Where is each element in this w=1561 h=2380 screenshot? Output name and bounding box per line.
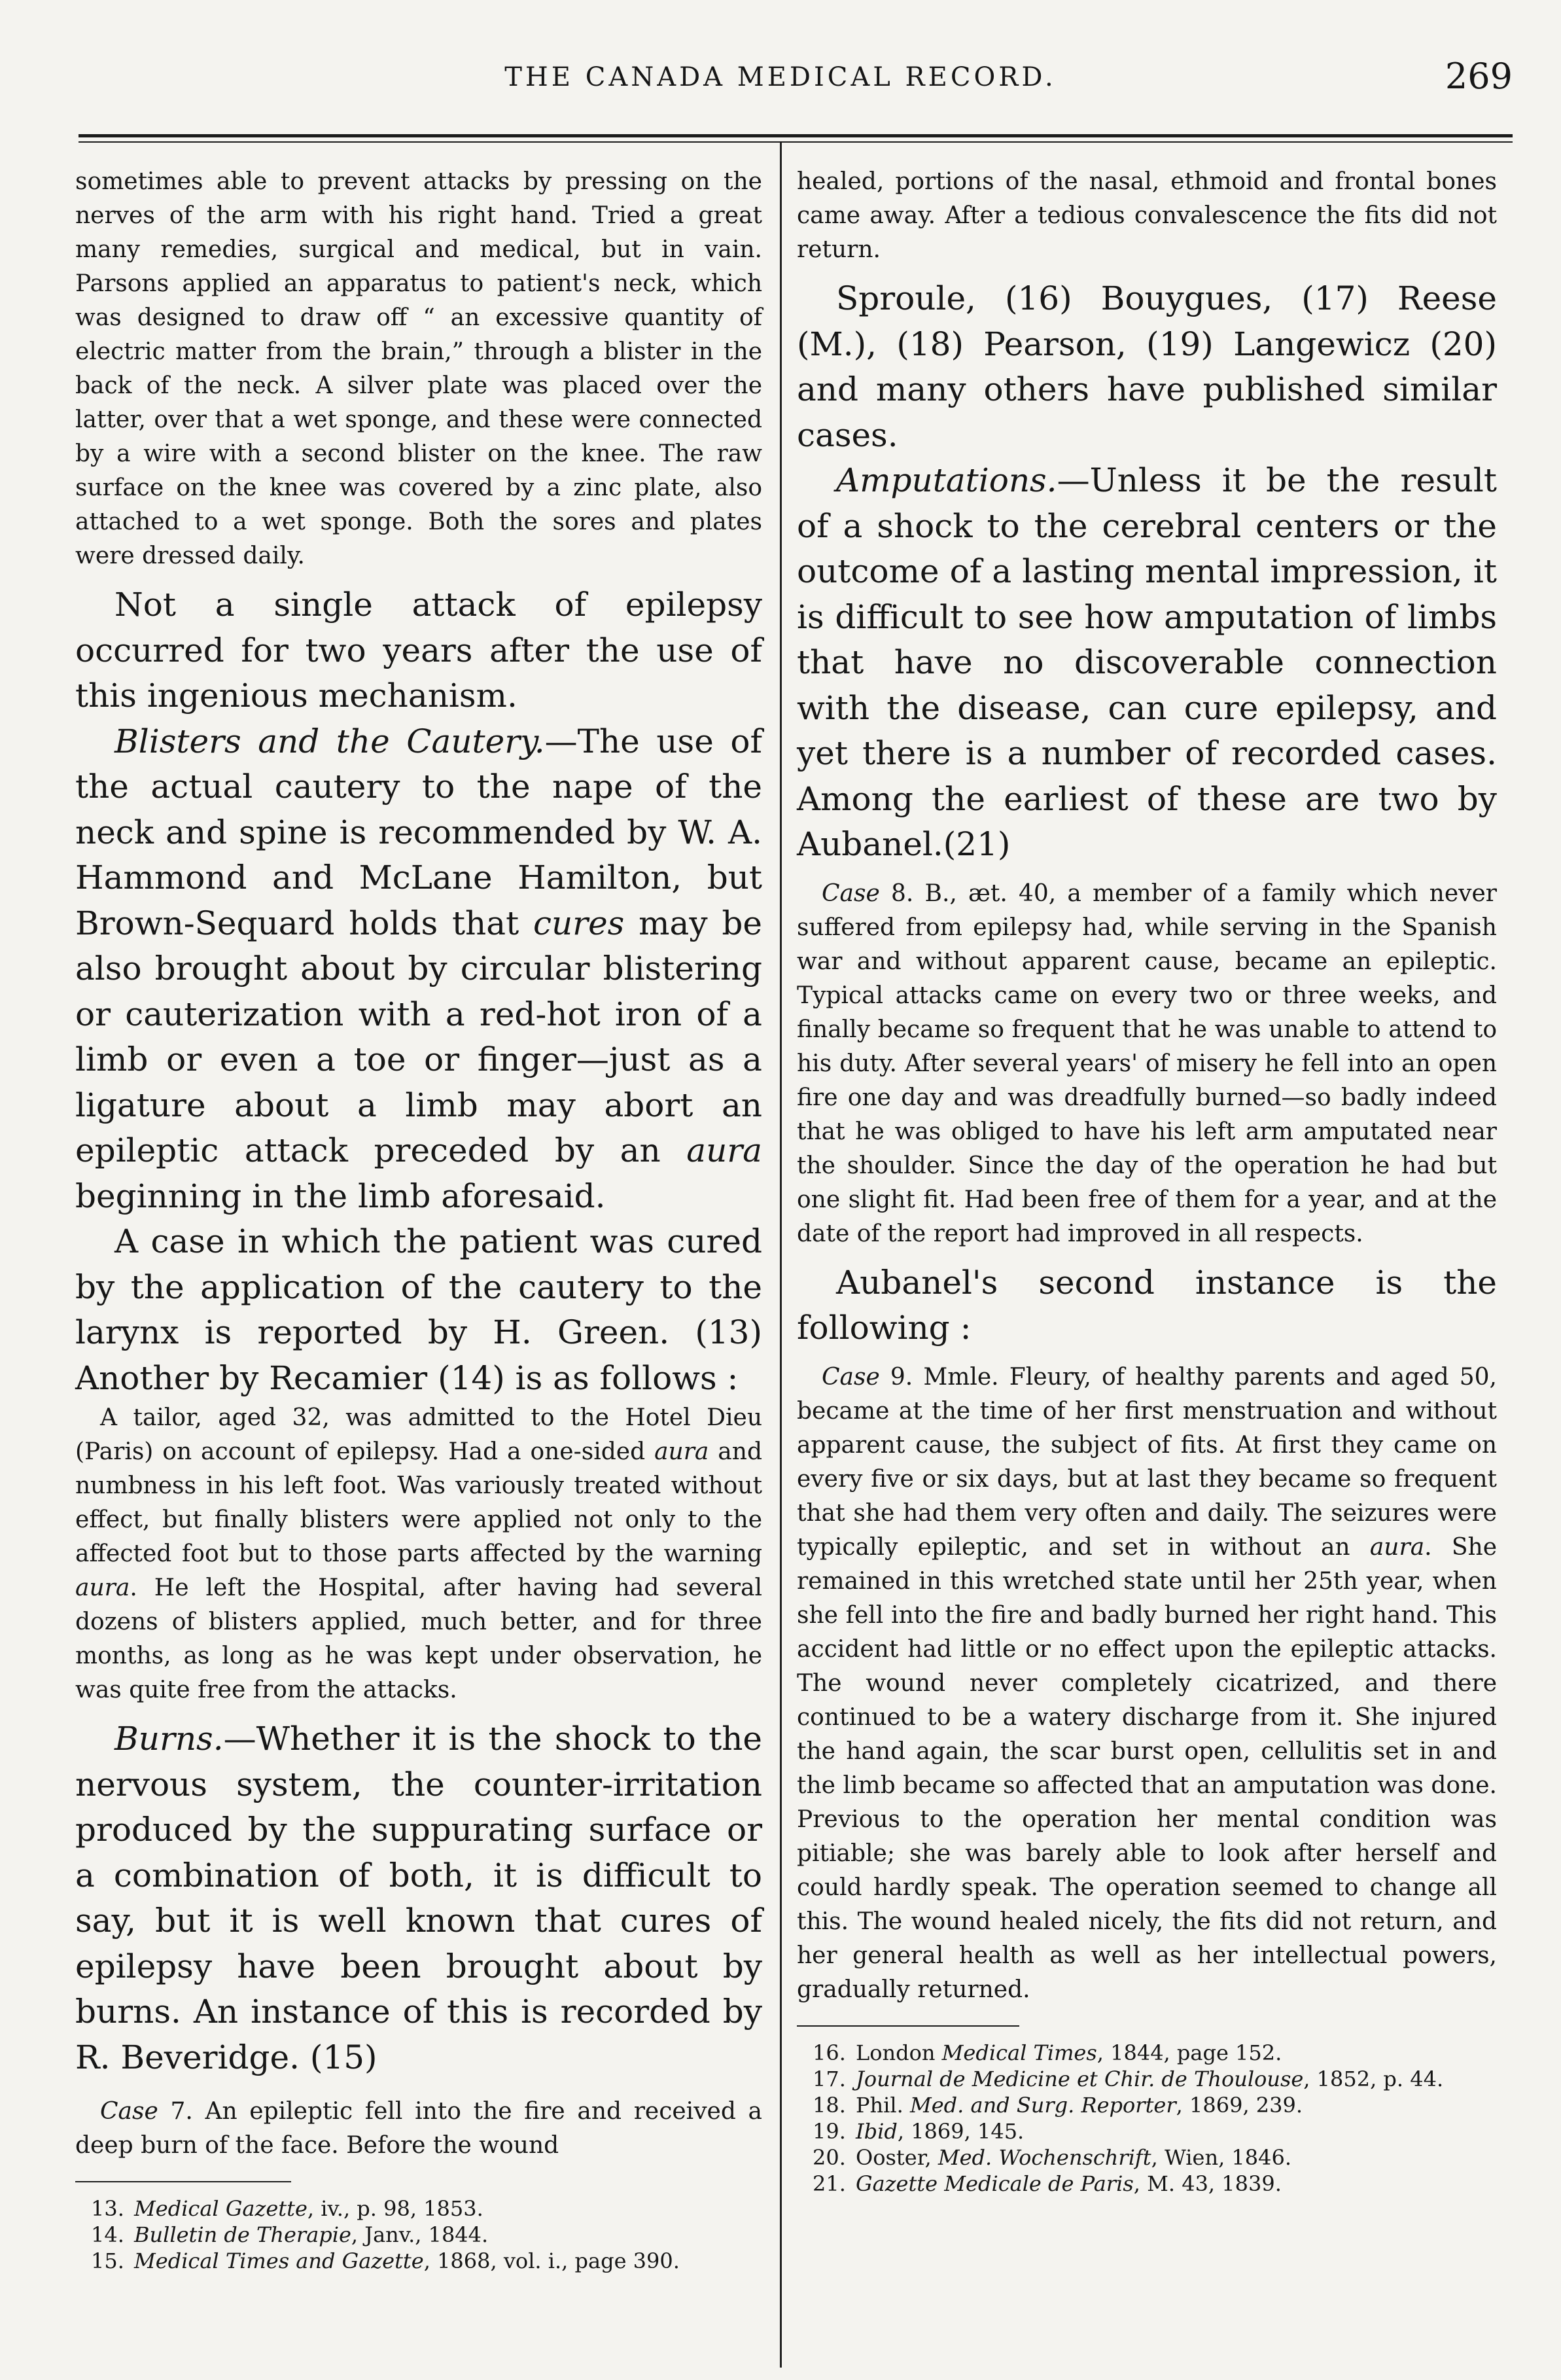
case-label: Case [822,1363,880,1391]
footnote-source: Med. Wochenschrift [938,2144,1151,2170]
paragraph-text: 8. B., æt. 40, a member of a family which never suffered from epilepsy had, while serving in the Spanish war and without apparent cause, became an epileptic. Typical attacks came on every two or three weeks, and finally became so frequent that he was unable to attend to his duty. After several years' of misery he fell into an open fire one day and was dreadfully burned—so badly indeed that he was obliged to have his left arm amputated near the shoulder. Since the day of the operation he had but one slight fit. Had been free of them for a year, and at the date of the report had improved in all respects. [797,879,1497,1247]
paragraph-text: and numbness in his left foot. Was variously treated without effect, but finally blisters were applied not only to the affected foot but to those parts affected by the warning [75,1438,762,1567]
left-paragraph-7 [75,2095,762,2163]
paragraph-text: —Whether it is the shock to the nervous system, the counter-irritation produced by the suppurating surface or a combination of both, it is difficult to say, but it is well known that cures of epilepsy have been brought about by burns. An instance of this is recorded by R. Beveridge. (15) [75,1720,762,2076]
paragraph-text: A tailor, aged 32, was admitted to the Hotel Dieu (Paris) on account of epilepsy. Had a one-sided [75,1404,762,1465]
footnote [75,2222,762,2248]
right-paragraph-3 [797,458,1497,868]
paragraph-text: . He left the Hospital, after having had several dozens of blisters applied, much better, and for three months, as long as he was kept under observation, he was quite free from the attacks. [75,1574,762,1703]
footnote-source: Bulletin de Therapie [134,2222,351,2247]
emphasis-text: aura [1369,1533,1425,1561]
footnote-rule [75,2181,291,2182]
footnote-text: London [856,2040,942,2065]
footnote [797,2118,1497,2144]
footnote [75,2195,762,2222]
footnote-source: Medical Times and Gazette [134,2248,424,2273]
left-paragraph-4: A case in which the patient was cured by the application of the cautery to the larynx is reported by H. Green. (13) Another by Recamier (14) is as follows : [75,1222,762,1397]
footnote-number: 18. [813,2092,846,2118]
footnote-source: Ibid [856,2118,898,2144]
footnote-text: , 1868, vol. i., page 390. [423,2248,680,2273]
footnote-number: 21. [813,2171,846,2196]
paragraph-text: 7. An epileptic fell into the fire and received a deep burn of the face. Before the wound [75,2098,762,2159]
footnote-text: , Janv., 1844. [351,2222,489,2247]
left-column [75,165,762,2274]
right-column [797,165,1497,2197]
right-footnotes [797,2040,1497,2197]
footnote-text: Ooster, [856,2144,938,2170]
footnote-number: 14. [91,2222,124,2247]
left-footnotes [75,2195,762,2274]
footnote-text: , Wien, 1846. [1151,2144,1292,2170]
left-paragraph-2: Not a single attack of epilepsy occurred for two years after the use of this ingenious mechanism. [75,586,762,715]
footnote-number: 15. [91,2248,124,2273]
section-heading-burns: Burns. [114,1720,224,1758]
footnote-source: Gazette Medicale de Paris [856,2171,1134,2196]
header-rule [79,134,1513,137]
footnote-number: 20. [813,2144,846,2170]
footnote-text: , M. 43, 1839. [1133,2171,1282,2196]
right-paragraph-2: Sproule, (16) Bouygues, (17) Reese (M.), (18) Pearson, (19) Langewicz (20) and many others have published similar cases. [797,279,1497,454]
footnote-source: Medical Times [941,2040,1097,2065]
right-paragraph-4 [797,877,1497,1251]
paragraph-text: —Unless it be the result of a shock to the cerebral centers or the outcome of a lasting mental impression, it is difficult to see how amputation of limbs that have no discoverable connection with the disease, can cure epilepsy, and yet there is a number of recorded cases. Among the earliest of these are two by Aubanel.(21) [797,461,1497,863]
footnote [797,2066,1497,2092]
paragraph-text: may be also brought about by circular blistering or cauterization with a red-hot iron of a limb or even a toe or finger—just as a ligature about a limb may abort an epileptic attack preceded by an [75,904,762,1169]
left-paragraph-1: sometimes able to prevent attacks by pressing on the nerves of the arm with his right hand. Tried a great many remedies, surgical and medical, but in vain. Parsons applied an apparatus to patient's neck, which was designed to draw off “ an excessive quantity of electric matter from the brain,” through a blister in the back of the neck. A silver plate was placed over the latter, over that a wet sponge, and these were connected by a wire with a second blister on the knee. The raw surface on the knee was covered by a zinc plate, also attached to a wet sponge. Both the sores and plates were dressed daily. [75,168,762,569]
footnote [797,2092,1497,2118]
footnote-number: 13. [91,2196,124,2221]
running-head: THE CANADA MEDICAL RECORD. [504,62,1057,92]
footnote [75,2248,762,2274]
footnote-text: , 1852, p. 44. [1303,2066,1444,2091]
case-label: Case [100,2098,158,2125]
column-divider [780,143,782,2368]
footnote-number: 16. [813,2040,846,2065]
right-paragraph-6 [797,1360,1497,2007]
footnote [797,2144,1497,2171]
paragraph-text: beginning in the limb aforesaid. [75,1177,606,1215]
paragraph-text: —The use of the actual cautery to the nape of the neck and spine is recommended by W. A. Hammond and McLane Hamilton, but Brown-Sequard holds that [75,722,762,942]
emphasis-text: aura [654,1438,709,1465]
footnote-source: Medical Gazette [134,2196,307,2221]
footnote [797,2040,1497,2066]
page-number: 269 [1445,56,1513,97]
emphasis-text: aura [75,1574,130,1601]
emphasis-text: cures [533,904,625,942]
footnote-number: 19. [813,2118,846,2144]
left-paragraph-6 [75,1716,762,2080]
footnote-text: , 1869, 145. [897,2118,1025,2144]
case-label: Case [822,879,880,907]
footnote-text: , 1844, page 152. [1096,2040,1282,2065]
left-paragraph-5 [75,1401,762,1707]
emphasis-text: aura [686,1131,762,1169]
section-heading-blisters: Blisters and the Cautery. [114,722,545,760]
footnote-text: , iv., p. 98, 1853. [307,2196,483,2221]
footnote [797,2171,1497,2197]
footnote-text: Phil. [856,2092,910,2118]
section-heading-amputations: Amputations. [836,461,1057,499]
footnote-rule [797,2025,1019,2027]
footnote-source: Journal de Medicine et Chir. de Thoulouse [856,2066,1304,2091]
right-paragraph-1: healed, portions of the nasal, ethmoid and frontal bones came away. After a tedious convalescence the fits did not return. [797,168,1497,263]
left-paragraph-3 [75,719,762,1220]
footnote-source: Med. and Surg. Reporter [909,2092,1176,2118]
header-rule-thin [79,141,1513,143]
paragraph-text: . She remained in this wretched state until her 25th year, when she fell into the fire and badly burned her right hand. This accident had little or no effect upon the epileptic attacks. The wound never completely cicatrized, and there continued to be a watery discharge from it. She injured the hand again, the scar burst open, cellulitis set in and the limb became so affected that an amputation was done. Previous to the operation her mental condition was pitiable; she was barely able to look after herself and could hardly speak. The operation seemed to change all this. The wound healed nicely, the fits did not return, and her general health as well as her intellectual powers, gradually returned. [797,1533,1497,2003]
footnote-number: 17. [813,2066,846,2091]
footnote-text: , 1869, 239. [1176,2092,1303,2118]
right-paragraph-5: Aubanel's second instance is the following : [797,1263,1497,1347]
paragraph-text: 9. Mmle. Fleury, of healthy parents and aged 50, became at the time of her first menstruation and without apparent cause, the subject of fits. At first they came on every five or six days, but at last they became so frequent that she had them very often and daily. The seizures were typically epileptic, and set in without an [797,1363,1497,1561]
